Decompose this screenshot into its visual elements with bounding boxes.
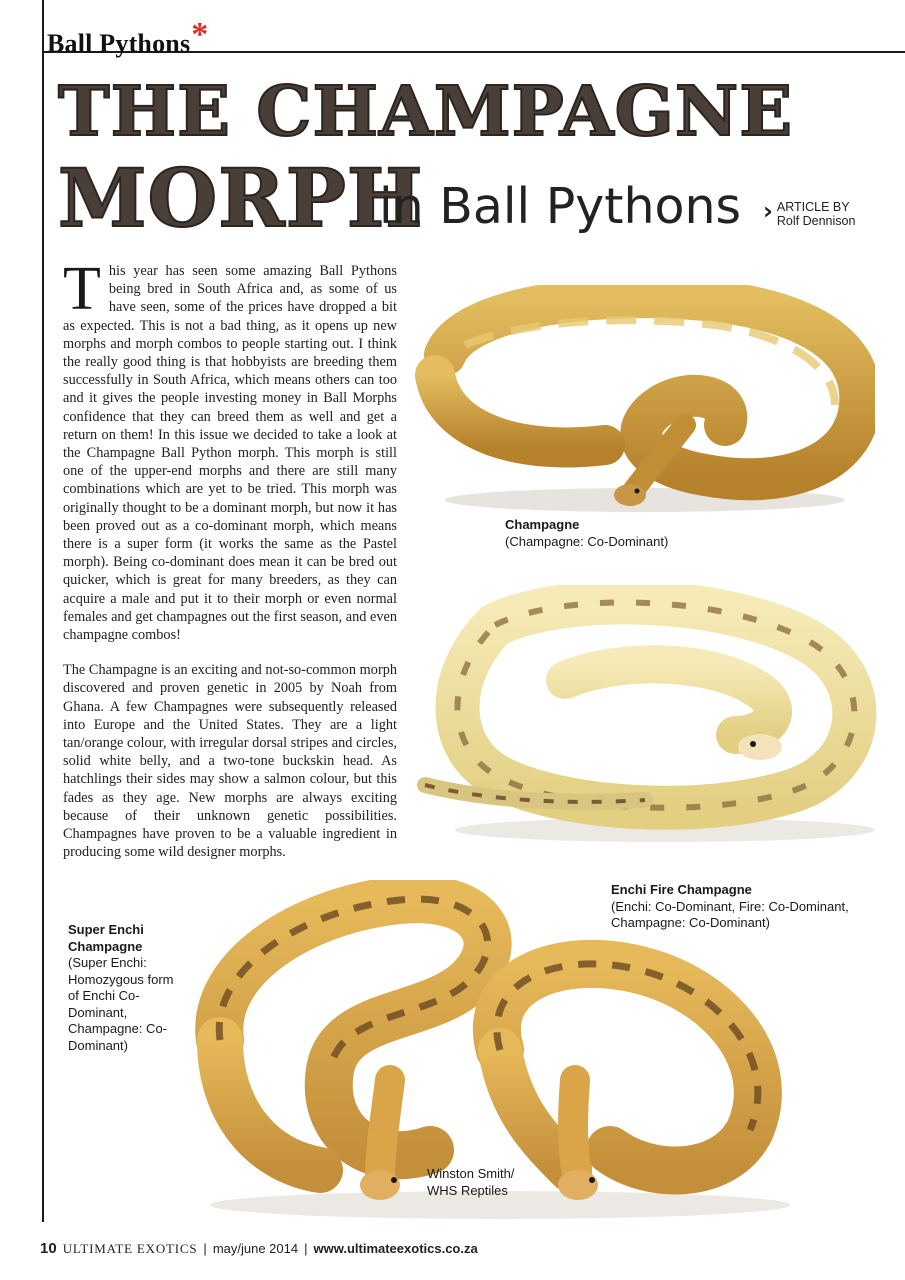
caption-super-enchi-detail: (Super Enchi: Homozygous form of Enchi Co-Dominant, Champagne: Co-Dominant) (68, 955, 174, 1053)
photo-credit-line-2: WHS Reptiles (427, 1182, 508, 1198)
footer-separator-1: | (203, 1241, 207, 1256)
asterisk-mark: * (191, 16, 209, 53)
byline (763, 197, 856, 228)
byline-author: Rolf Dennison (776, 214, 856, 228)
footer-separator-2: | (304, 1241, 308, 1256)
caption-super-enchi-title: Super Enchi Champagne (68, 922, 144, 954)
page-footer (40, 1240, 478, 1257)
section-label (47, 16, 209, 61)
title-line-2: MORPH (58, 151, 424, 245)
caption-enchi-fire-title: Enchi Fire Champagne (611, 882, 752, 897)
drop-cap: T (63, 255, 101, 323)
enchi-fire-champagne-snake-photo (405, 585, 880, 850)
issue-date: may/june 2014 (212, 1241, 299, 1256)
caption-enchi-fire-detail: (Enchi: Co-Dominant, Fire: Co-Dominant, Champagne: Co-Dominant) (611, 898, 849, 930)
page-number: 10 (40, 1240, 57, 1257)
section-title: Ball Pythons (47, 29, 191, 58)
article-paragraph-1 (63, 255, 397, 644)
website-link[interactable]: www.ultimateexotics.co.za (313, 1241, 478, 1256)
photo-credit-line-1: Winston Smith/ (427, 1166, 515, 1181)
vertical-rule (42, 0, 44, 1222)
article-paragraph-2: The Champagne is an exciting and not-so-common morph discovered and proven genetic in 2005 by Noah from Ghana. A few Champagnes were subsequently released into Europe and the United States. They are a light tan/orange colour, with irregular dorsal stripes and circles, solid white belly, and a two-tone buckskin head. As hatchlings their sides may show a salmon colour, but this fades as they age. New morphs are always exciting because of their unknown genetic possibilities. Champagnes have proven to be a valuable ingredient in producing some wild designer morphs. (63, 662, 397, 861)
byline-label: ARTICLE BY (776, 200, 850, 214)
article-body (63, 255, 397, 862)
title-line-1: THE CHAMPAGNE (58, 72, 794, 152)
magazine-name: ULTIMATE EXOTICS (62, 1241, 198, 1256)
photo-credit (427, 1166, 567, 1199)
caption-super-enchi (68, 922, 180, 1054)
caption-champagne-title: Champagne (505, 517, 580, 532)
paragraph-1-text: his year has seen some amazing Ball Pythons being bred in South Africa and, as some of us have seen, some of the prices have dropped a bit as expected. This is not a bad thing, as it opens up new morphs and morph combos to people starting out. I think the really good thing is that hobbyists are breeding them successfully in South Africa, which means others can too and it gives the people investing money in Ball Morphs confidence that they can breed them as well and get a return on them! In this issue we decided to take a look at the Champagne Ball Python morph. This morph is still one of the upper-end morphs and there are still many combinations which are yet to be tried. This morph was originally thought to be a dominant morph, but now it has been proved out as a co-dominant morph, which means there is a super form (it works the same as the Pastel morph). Being co-dominant does mean it can be bred out quicker, which is great for many breeders, as they can acquire a male and put it to their morph or even normal females and get champagnes out the first season, and even champagne combos! (63, 263, 397, 644)
caption-champagne (505, 517, 805, 550)
caption-champagne-detail: (Champagne: Co-Dominant) (505, 533, 669, 549)
title-subtitle: in Ball Pythons (379, 178, 742, 235)
champagne-snake-photo (405, 285, 875, 520)
chevron-right-icon: › (763, 197, 773, 225)
